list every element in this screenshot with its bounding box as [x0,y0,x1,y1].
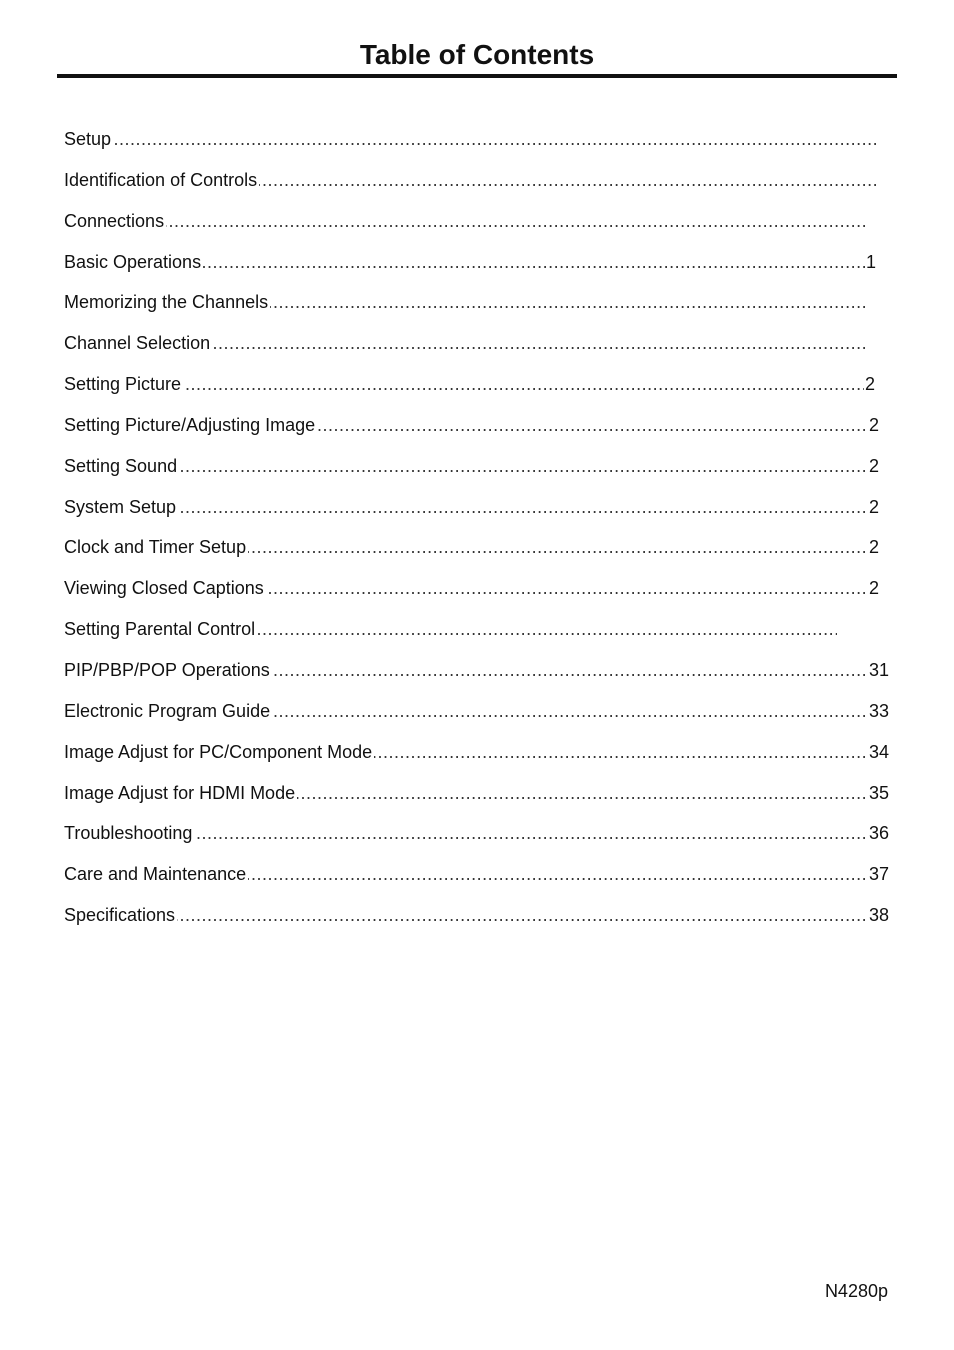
toc-entry-label: Clock and Timer Setup [64,534,248,560]
dot-leader [64,453,869,479]
toc-entry[interactable] [64,371,890,412]
toc-entry-label: Image Adjust for HDMI Mode [64,780,297,806]
toc-entry-page: 36 [868,820,889,846]
toc-entry-label: Setting Parental Control [64,616,257,642]
toc-entry-page: 2 [868,494,879,520]
toc-entry[interactable] [64,126,890,167]
toc-entry[interactable] [64,861,890,902]
toc-entry[interactable] [64,289,890,330]
toc-entry[interactable] [64,902,890,943]
toc-entry[interactable] [64,820,890,861]
toc-entry[interactable] [64,616,890,657]
toc-entry-page: 2 [868,453,879,479]
toc-entry-label: System Setup [64,494,178,520]
toc-entry-label: Memorizing the Channels [64,289,270,315]
toc-entry-page: 2 [868,534,879,560]
toc-entry[interactable] [64,453,890,494]
toc-entry[interactable] [64,208,890,249]
toc-entry[interactable] [64,330,890,371]
toc-entry-page: 1 [865,249,876,275]
document-code: N4280p [824,1281,888,1301]
toc-entry-label: Image Adjust for PC/Component Mode [64,739,374,765]
toc-entry-label: Setting Picture [64,371,183,397]
toc-entry[interactable] [64,575,890,616]
toc-entry-page: 34 [868,739,889,765]
toc-entry-page: 38 [868,902,889,928]
toc-entry-page: 35 [868,780,889,806]
toc-entry-label: Troubleshooting [64,820,194,846]
toc-entry-label: Channel Selection [64,330,212,356]
dot-leader [64,126,876,152]
toc-entry[interactable] [64,412,890,453]
toc-entry-label: Identification of Controls [64,167,259,193]
toc-entry-page: 2 [868,412,879,438]
toc-entry-label: Setting Picture/Adjusting Image [64,412,317,438]
toc-entry[interactable] [64,494,890,535]
toc-entry-label: Setup [64,126,113,152]
dot-leader [64,902,869,928]
toc-entry-label: Connections [64,208,166,234]
toc-entry-label: Care and Maintenance [64,861,248,887]
toc-entry-page: 31 [868,657,889,683]
toc-entry[interactable] [64,167,890,208]
toc-entry[interactable] [64,698,890,739]
dot-leader [64,208,866,234]
toc-entry-label: Viewing Closed Captions [64,575,266,601]
toc-entry[interactable] [64,739,890,780]
toc-list [64,126,890,943]
toc-entry[interactable] [64,657,890,698]
toc-entry-label: Setting Sound [64,453,179,479]
page-title: Table of Contents [359,39,595,70]
toc-entry[interactable] [64,534,890,575]
toc-entry-label: Specifications [64,902,177,928]
title-rule [57,74,897,78]
dot-leader [64,494,869,520]
toc-entry-label: Basic Operations [64,249,203,275]
toc-entry-page: 2 [868,575,879,601]
toc-entry-page: 37 [868,861,889,887]
toc-entry-page: 33 [868,698,889,724]
toc-entry-page: 2 [864,371,875,397]
toc-entry-label: PIP/PBP/POP Operations [64,657,272,683]
toc-entry-label: Electronic Program Guide [64,698,272,724]
dot-leader [64,371,865,397]
toc-entry[interactable] [64,780,890,821]
toc-entry[interactable] [64,249,890,290]
